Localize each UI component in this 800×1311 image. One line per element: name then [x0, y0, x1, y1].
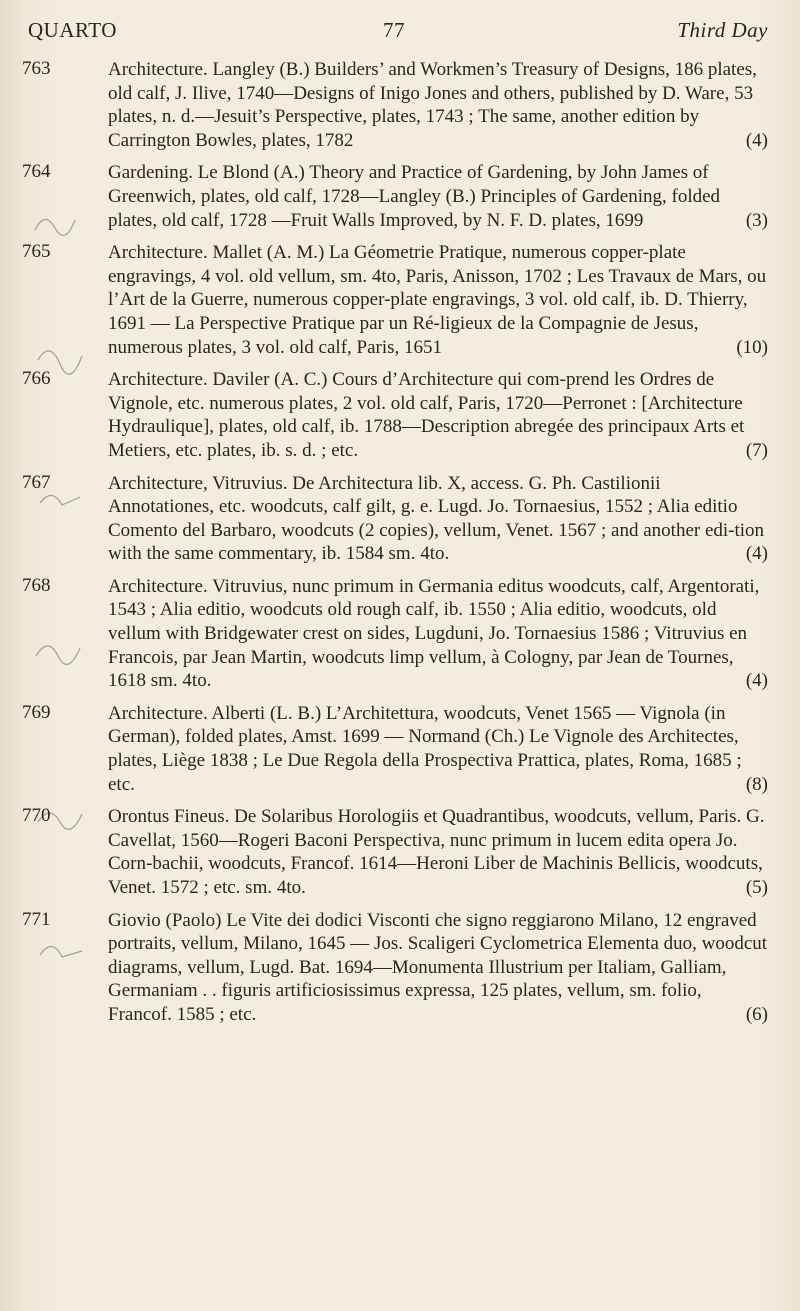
lot-number: 768 [22, 574, 51, 596]
lot-description: Architecture. Mallet (A. M.) La Géometrie Pratique, numerous copper-plate engravings, 4 vol. old vellum, sm. 4to, Paris, Anisson, 1702 ; Les Travaux de Mars, ou l’Art de la Guerre, numerous copper-plate engravings, 3 vol. old calf, ib. D. Thierry, 1691 — La Perspective Pratique par un Ré-ligieux de la Compagnie de Jesus, numerous plates, 3 vol. old calf, Paris, 1651 [108, 242, 767, 358]
lot-number: 769 [22, 701, 51, 723]
lot-description: Giovio (Paolo) Le Vite dei dodici Visconti che signo reggiarono Milano, 12 engraved portraits, vellum, Milano, 1645 — Jos. Scaligeri Cyclometrica Elementa duo, woodcut diagrams, vellum, Lugd. Bat. 1694—Monumenta Illustrium per Italiam, Galliam, Germaniam . . figuris artificiosissimus expressa, 125 plates, vellum, sm. folio, Francof. 1585 ; etc. [108, 909, 768, 1025]
lot-765 [22, 241, 768, 359]
lot-766 [22, 368, 768, 462]
lot-count: (4) [745, 670, 768, 692]
lot-count: (10) [736, 336, 768, 358]
lot-description: Architecture. Langley (B.) Builders’ and Workmen’s Treasury of Designs, 186 plates, old calf, J. Ilive, 1740—Designs of Inigo Jones and others, published by D. Ware, 53 plates, n. d.—Jesuit’s Perspective, plates, 1743 ; The same, another edition by Carrington Bowles, plates, 1782 [108, 59, 757, 151]
lot-764 [22, 161, 768, 232]
lot-770 [22, 805, 768, 899]
header-day: Third Day [677, 18, 768, 42]
lot-description: Orontus Fineus. De Solaribus Horologiis et Quadrantibus, woodcuts, vellum, Paris. G. Cavellat, 1560—Rogeri Baconi Perspectiva, nunc primum in lucem edita opera Jo. Corn-bachii, woodcuts, Francof. 1614—Heroni Liber de Machinis Bellicis, woodcuts, Venet. 1572 ; etc. sm. 4to. [108, 806, 765, 898]
lot-count: (5) [745, 877, 768, 898]
lot-number: 771 [22, 908, 51, 930]
page-header [28, 8, 768, 44]
lot-description: Architecture. Daviler (A. C.) Cours d’Architecture qui com-prend les Ordres de Vignole, etc. numerous plates, 2 vol. old calf, Paris, 1720—Perronet : [Architecture Hydraulique], plates, old calf, ib. 1788—Description abregée des principaux Arts et Metiers, etc. plates, ib. s. d. ; etc. [108, 369, 745, 461]
lot-count: (4) [745, 129, 768, 151]
lot-description: Architecture, Vitruvius. De Architectura lib. X, access. G. Ph. Castilionii Annotationes, etc. woodcuts, calf gilt, g. e. Lugd. Jo. Tornaesius, 1552 ; Alia editio Comento del Barbaro, woodcuts (2 copies), vellum, Venet. 1567 ; and another edi-tion with the same commentary, ib. 1584 sm. 4to. [108, 472, 765, 565]
lot-number: 766 [22, 368, 51, 390]
lot-number: 763 [22, 58, 51, 79]
lot-description: Gardening. Le Blond (A.) Theory and Practice of Gardening, by John James of Greenwich, plates, old calf, 1728—Langley (B.) Principles of Gardening, folded plates, old calf, 1728 —Fruit Walls Improved, by N. F. D. plates, 1699 [108, 162, 721, 231]
lot-number: 770 [22, 805, 51, 827]
page-number: 77 [383, 18, 405, 42]
lot-771 [22, 908, 768, 1027]
lot-number: 767 [22, 471, 51, 493]
lot-number: 765 [22, 241, 51, 263]
lot-count: (4) [745, 543, 768, 565]
lot-count: (3) [745, 209, 768, 231]
lot-763 [22, 58, 768, 152]
lot-768 [22, 574, 768, 693]
lot-description: Architecture. Alberti (L. B.) L’Architettura, woodcuts, Venet 1565 — Vignola (in German), folded plates, Amst. 1699 — Normand (Ch.) Le Vignole des Architectes, plates, Liège 1838 ; Le Due Regola della Prospectiva Prattica, plates, Roma, 1685 ; etc. [108, 702, 742, 795]
lot-description: Architecture. Vitruvius, nunc primum in Germania editus woodcuts, calf, Argentorati, 1543 ; Alia editio, woodcuts old rough calf, ib. 1550 ; Alia editio, woodcuts, old vellum with Bridgewater crest on sides, Lugduni, Jo. Tornaesius 1586 ; Vitruvius en Francois, par Jean Martin, woodcuts limp vellum, à Cologny, par Jean de Tournes, 1618 sm. 4to. [108, 575, 760, 692]
lot-767 [22, 471, 768, 566]
header-format: QUARTO [28, 18, 117, 42]
lot-769 [22, 701, 768, 796]
lot-count: (7) [745, 439, 768, 461]
lot-count: (8) [745, 773, 768, 795]
lot-count: (6) [745, 1003, 768, 1025]
lot-list [0, 58, 800, 1036]
lot-number: 764 [22, 161, 51, 183]
